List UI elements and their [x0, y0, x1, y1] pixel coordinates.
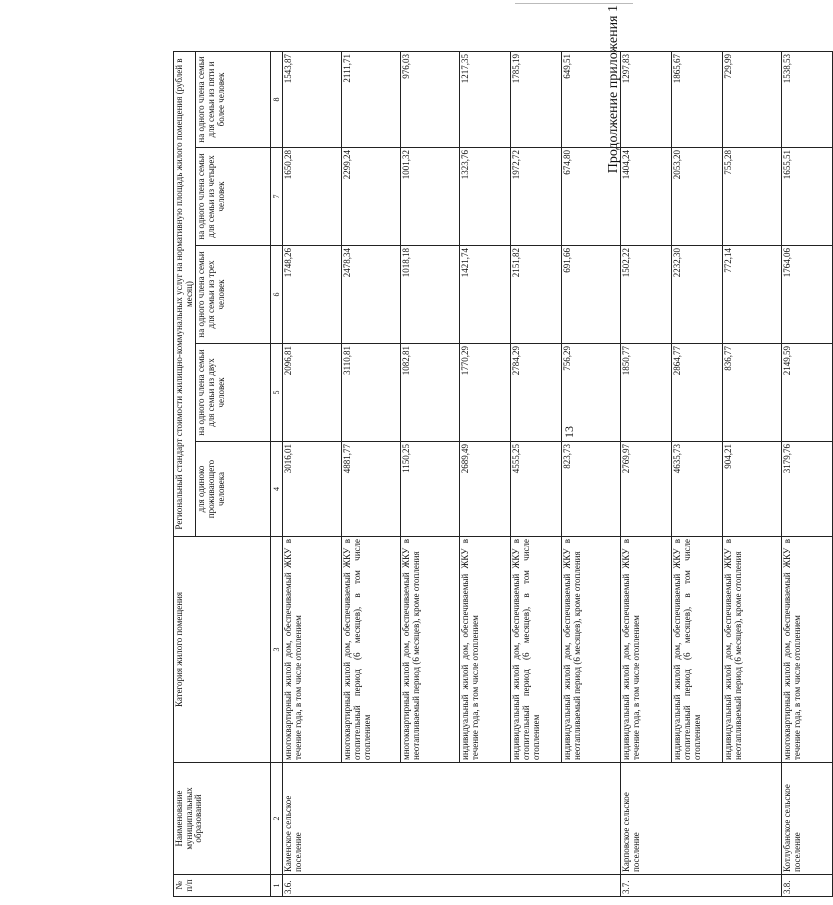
housing-category: индивидуальный жилой дом, обеспечиваемый ЖКУ в отопительный период (6 месяцев), в том числе отоплением [511, 537, 562, 763]
value-cell: 674,80 [562, 148, 621, 246]
value-cell: 2769,97 [621, 442, 672, 537]
value-cell: 756,29 [562, 344, 621, 442]
value-cell: 2784,29 [511, 344, 562, 442]
value-cell: 1323,76 [460, 148, 511, 246]
housing-cost-standard-table [173, 51, 833, 897]
value-cell: 1972,72 [511, 148, 562, 246]
value-cell: 1785,19 [511, 51, 562, 147]
value-cell: 1082,81 [401, 344, 460, 442]
value-cell: 1404,24 [621, 148, 672, 246]
municipality-name: Котлубанское сельское поселение [782, 763, 833, 875]
value-cell: 649,51 [562, 51, 621, 147]
value-cell: 976,03 [401, 51, 460, 147]
value-cell: 691,66 [562, 246, 621, 344]
value-cell: 1538,53 [782, 51, 833, 147]
value-cell: 1297,83 [621, 51, 672, 147]
column-number: 1 [271, 875, 283, 897]
value-cell: 1650,28 [283, 148, 342, 246]
header-col-no: № п/п [174, 875, 271, 897]
housing-category: индивидуальный жилой дом, обеспечиваемый ЖКУ в течение года, в том числе отоплением [460, 537, 511, 763]
header-sub-family-4: на одного члена семьи для семьи из четырех человек [196, 148, 271, 246]
column-number: 8 [271, 51, 283, 147]
value-cell: 1543,87 [283, 51, 342, 147]
value-cell: 1421,74 [460, 246, 511, 344]
value-cell: 772,14 [723, 246, 782, 344]
housing-category: индивидуальный жилой дом, обеспечиваемый ЖКУ в неотапливаемый период (6 месяцев), кроме отопления [723, 537, 782, 763]
scan-edge-line [515, 3, 633, 4]
value-cell: 3110,81 [342, 344, 401, 442]
value-cell: 1217,35 [460, 51, 511, 147]
housing-category: индивидуальный жилой дом, обеспечиваемый ЖКУ в течение года, в том числе отоплением [621, 537, 672, 763]
housing-category: многоквартирный жилой дом, обеспечиваемый ЖКУ в неотапливаемый период (6 месяцев), кроме отопления [401, 537, 460, 763]
value-cell: 2478,34 [342, 246, 401, 344]
value-cell: 2111,71 [342, 51, 401, 147]
value-cell: 1748,26 [283, 246, 342, 344]
value-cell: 3179,76 [782, 442, 833, 537]
header-col-standard: Региональный стандарт стоимости жилищно-коммунальных услуг на нормативную площадь жилого помещения (рублей в месяц) [174, 51, 196, 536]
column-number: 2 [271, 763, 283, 875]
value-cell: 823,73 [562, 442, 621, 537]
header-sub-family-2: на одного члена семьи для семьи из двух человек [196, 344, 271, 442]
value-cell: 836,77 [723, 344, 782, 442]
municipality-name: Карповское сельское поселение [621, 763, 782, 875]
value-cell: 904,21 [723, 442, 782, 537]
value-cell: 1001,32 [401, 148, 460, 246]
column-number: 5 [271, 344, 283, 442]
row-number: 3.7. [621, 875, 782, 897]
housing-category: индивидуальный жилой дом, обеспечиваемый ЖКУ в неотапливаемый период (6 месяцев), кроме отопления [562, 537, 621, 763]
value-cell: 1764,06 [782, 246, 833, 344]
value-cell: 4635,73 [672, 442, 723, 537]
value-cell: 1502,22 [621, 246, 672, 344]
value-cell: 2299,24 [342, 148, 401, 246]
value-cell: 2151,82 [511, 246, 562, 344]
value-cell: 1865,67 [672, 51, 723, 147]
value-cell: 1655,51 [782, 148, 833, 246]
value-cell: 2689,49 [460, 442, 511, 537]
appendix-continuation-note: Продолжение приложения 1 [606, 5, 621, 174]
value-cell: 755,28 [723, 148, 782, 246]
header-sub-single: для одиноко проживающего человека [196, 442, 271, 537]
column-number: 6 [271, 246, 283, 344]
table-row [782, 51, 833, 896]
value-cell: 1850,77 [621, 344, 672, 442]
municipality-name: Каменское сельское поселение [283, 763, 621, 875]
value-cell: 2096,81 [283, 344, 342, 442]
housing-category: многоквартирный жилой дом, обеспечиваемый ЖКУ в отопительный период (6 месяцев), в том числе отоплением [342, 537, 401, 763]
table-row [283, 51, 342, 896]
value-cell: 1150,25 [401, 442, 460, 537]
column-number: 3 [271, 537, 283, 763]
header-col-category: Категория жилого помещения [174, 537, 271, 763]
value-cell: 2864,77 [672, 344, 723, 442]
value-cell: 1018,18 [401, 246, 460, 344]
value-cell: 729,99 [723, 51, 782, 147]
housing-category: многоквартирный жилой дом, обеспечиваемый ЖКУ в течение года, в том числе отоплением [283, 537, 342, 763]
column-number: 7 [271, 148, 283, 246]
housing-category: индивидуальный жилой дом, обеспечиваемый ЖКУ в отопительный период (6 месяцев), в том числе отоплением [672, 537, 723, 763]
table-row [621, 51, 672, 896]
value-cell: 1770,29 [460, 344, 511, 442]
value-cell: 2149,59 [782, 344, 833, 442]
value-cell: 3016,01 [283, 442, 342, 537]
page-number: 13 [562, 426, 576, 438]
value-cell: 4555,25 [511, 442, 562, 537]
header-sub-family-3: на одного члена семьи для семьи из трех человек [196, 246, 271, 344]
value-cell: 2053,20 [672, 148, 723, 246]
header-sub-family-5plus: на одного члена семьи для семьи из пяти и более человек [196, 51, 271, 147]
value-cell: 2232,30 [672, 246, 723, 344]
row-number: 3.8. [782, 875, 833, 897]
header-col-municipality: Наименование муниципальных образований [174, 763, 271, 875]
column-number: 4 [271, 442, 283, 537]
row-number: 3.6. [283, 875, 621, 897]
value-cell: 4881,77 [342, 442, 401, 537]
housing-category: многоквартирный жилой дом, обеспечиваемый ЖКУ в течение года, в том числе отоплением [782, 537, 833, 763]
